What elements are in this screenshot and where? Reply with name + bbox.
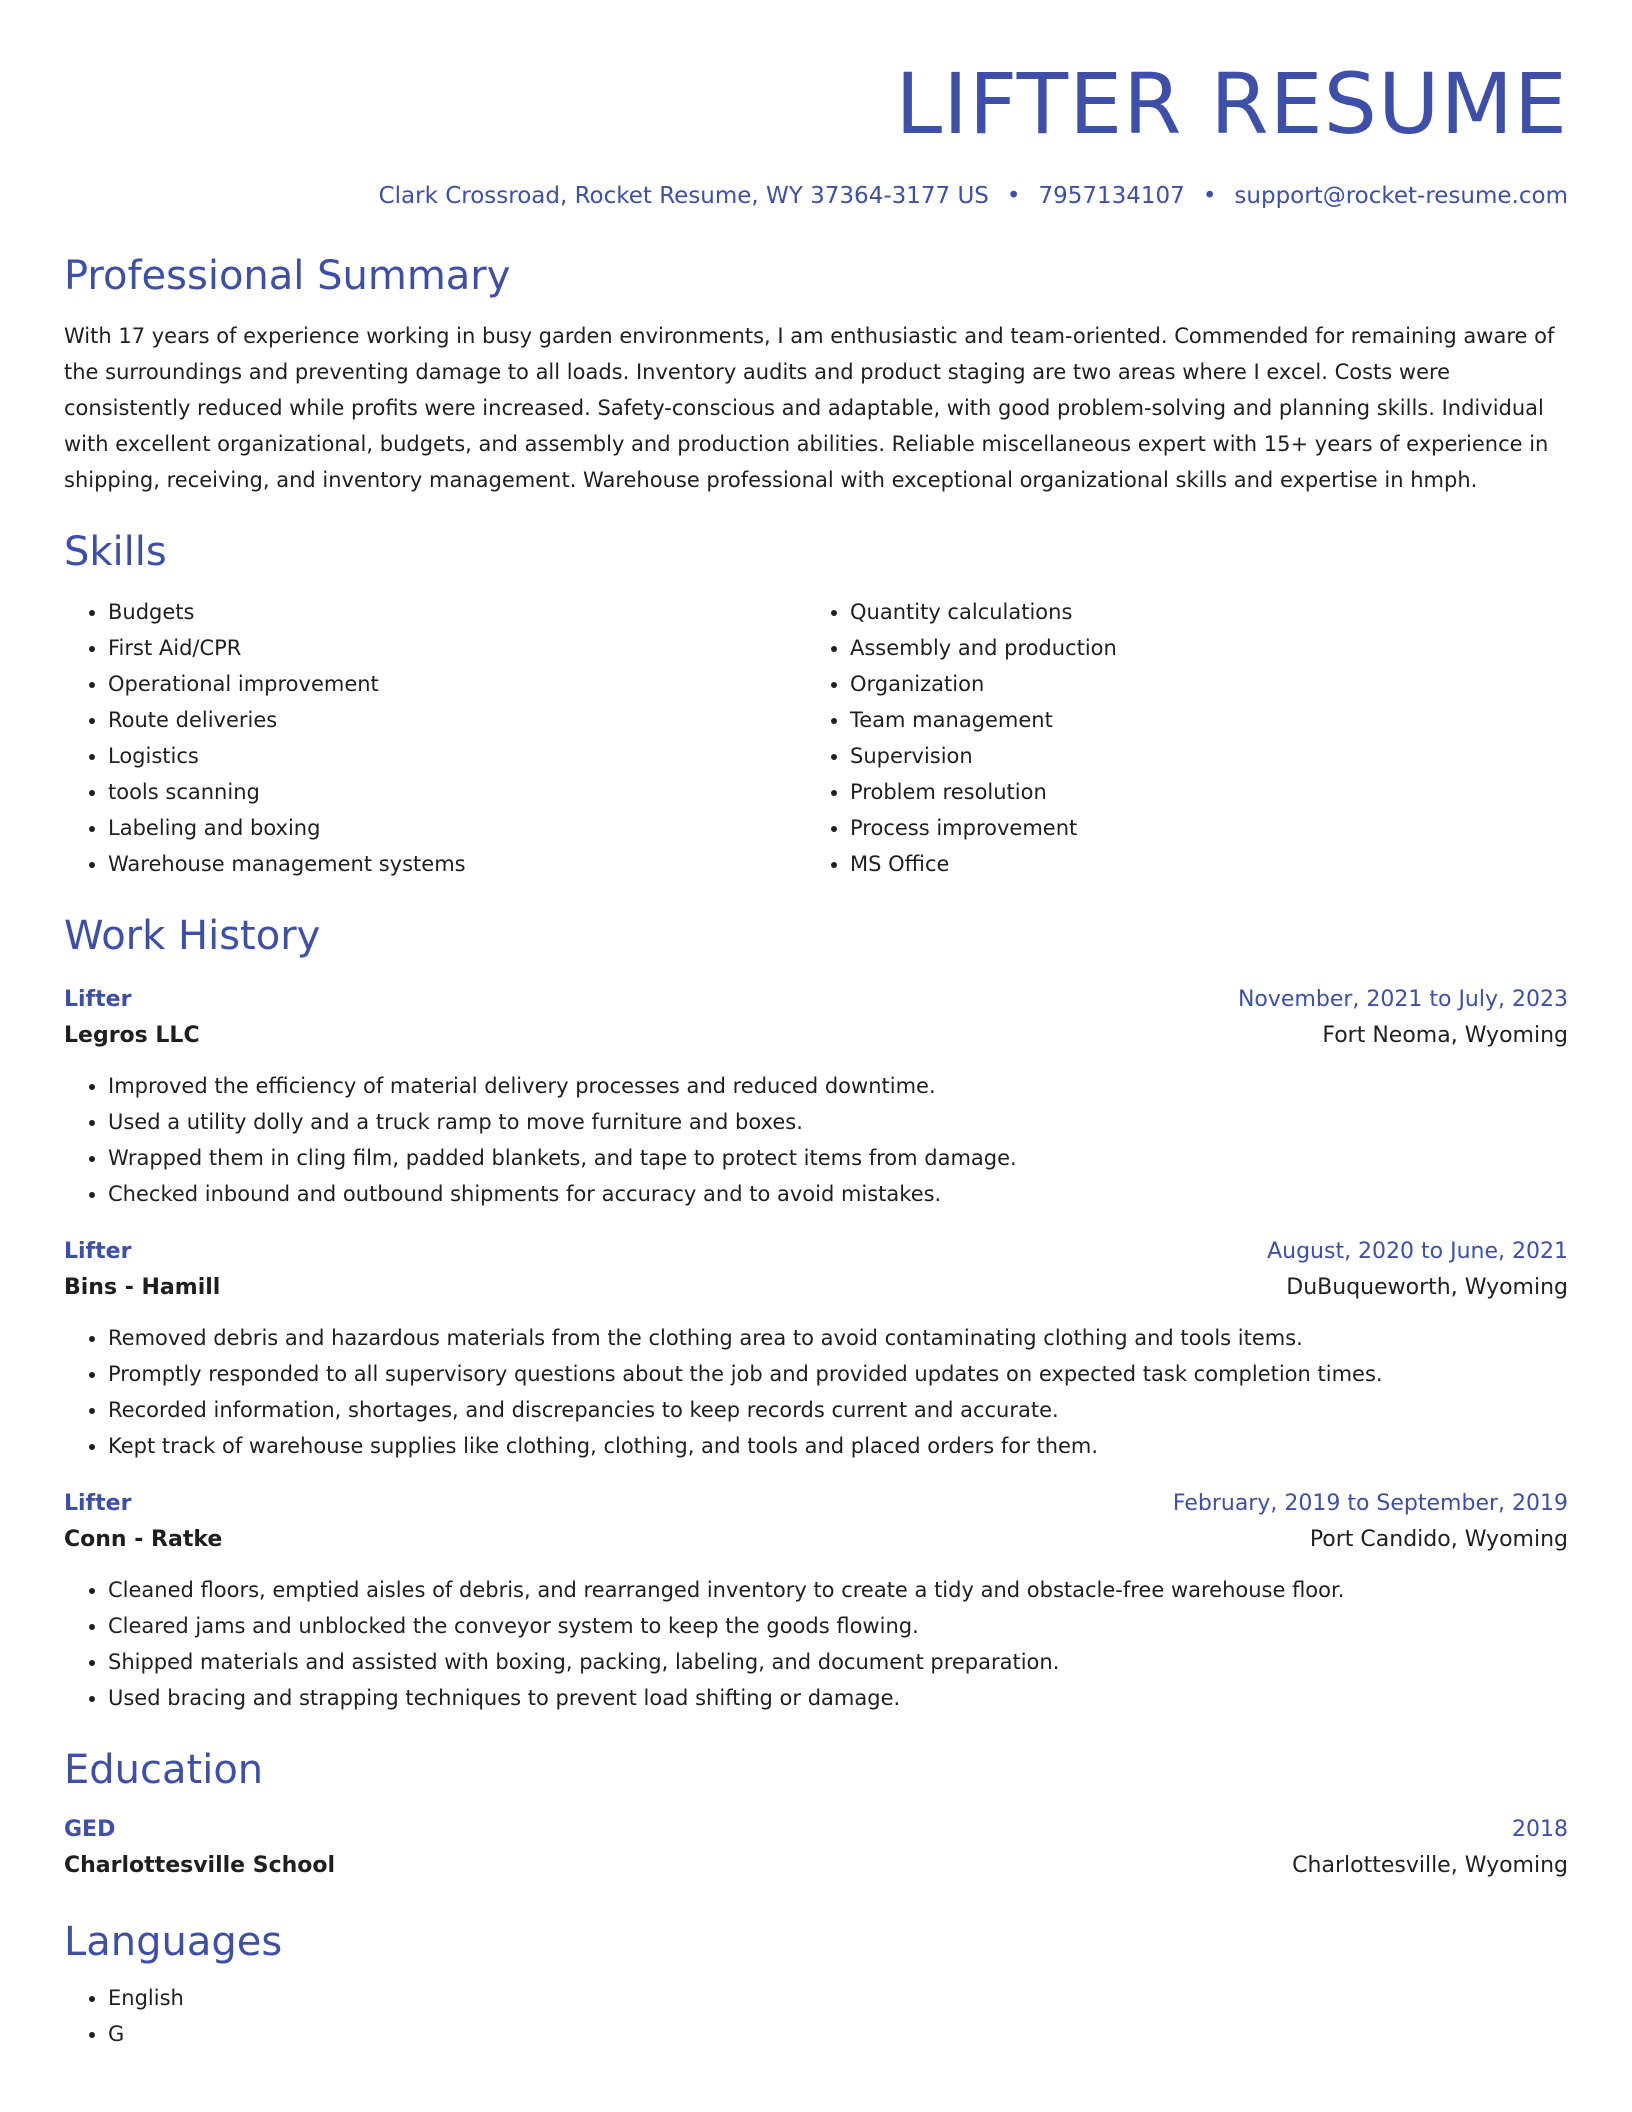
job-entry [64,1234,1568,1464]
job-entry [64,982,1568,1212]
job-bullet: • Used a utility dolly and a truck ramp to move furniture and boxes. [108,1104,1568,1140]
skill-item: • First Aid/CPR [108,630,806,666]
job-bullet: • Checked inbound and outbound shipments for accuracy and to avoid mistakes. [108,1176,1568,1212]
section-title-summary: Professional Summary [64,253,511,299]
skill-item: • Supervision [850,738,1548,774]
skills-list [64,594,1568,882]
job-bullet: • Used bracing and strapping techniques to prevent load shifting or damage. [108,1680,1568,1716]
job-company: Conn - Ratke [64,1527,223,1552]
skill-item: • Route deliveries [108,702,806,738]
skill-item: • MS Office [850,846,1548,882]
skill-item: • Process improvement [850,810,1548,846]
job-dates: November, 2021 to July, 2023 [1237,987,1568,1012]
language-item: • English [108,1980,1568,2016]
job-dates: August, 2020 to June, 2021 [1267,1239,1568,1264]
section-title-languages: Languages [64,1919,283,1965]
job-bullet: • Promptly responded to all supervisory questions about the job and provided updates on expected task completion times. [108,1356,1568,1392]
skill-item: • Budgets [108,594,806,630]
job-company: Legros LLC [64,1023,200,1048]
job-bullets [64,1320,1568,1464]
job-bullet: • Cleared jams and unblocked the conveyor system to keep the goods flowing. [108,1608,1568,1644]
resume-title: LIFTER RESUME [895,55,1568,153]
skill-item: • Team management [850,702,1548,738]
job-location: Fort Neoma, Wyoming [1322,1023,1568,1048]
contact-line [64,180,1568,212]
languages-list [64,1980,1568,2052]
skill-item: • Operational improvement [108,666,806,702]
job-bullets [64,1068,1568,1212]
skill-item: • Quantity calculations [850,594,1548,630]
skills-column-left [64,594,806,882]
summary-text: With 17 years of experience working in busy garden environments, I am enthusiastic and team-oriented. Commended for remaining aware of the surroundings and preventing damage to all loads. Inventory audits and product staging are two areas where I excel. Costs were consistently reduced while profits were increased. Safety-conscious and adaptable, with good problem-solving and planning skills. Individual with excellent organizational, budgets, and assembly and production abilities. Reliable miscellaneous expert with 15+ years of experience in shipping, receiving, and inventory management. Warehouse professional with exceptional organizational skills and expertise in hmph. [64,324,1555,492]
education-entry [64,1812,1568,1884]
education-location: Charlottesville, Wyoming [1292,1853,1568,1878]
section-title-skills: Skills [64,529,167,575]
job-dates: February, 2019 to September, 2019 [1172,1491,1568,1516]
job-bullet: • Wrapped them in cling film, padded blankets, and tape to protect items from damage. [108,1140,1568,1176]
job-location: Port Candido, Wyoming [1309,1527,1568,1552]
job-bullet: • Removed debris and hazardous materials from the clothing area to avoid contaminating clothing and tools items. [108,1320,1568,1356]
job-company: Bins - Hamill [64,1275,221,1300]
education-degree: GED [64,1817,116,1842]
contact-phone: 7957134107 [1038,183,1185,209]
job-bullet: • Cleaned floors, emptied aisles of debris, and rearranged inventory to create a tidy and obstacle-free warehouse floor. [108,1572,1568,1608]
skill-item: • Assembly and production [850,630,1548,666]
separator-dot: • [1202,183,1217,209]
section-title-work-history: Work History [64,913,321,959]
job-entry [64,1486,1568,1716]
resume-page [64,0,1568,2052]
education-school: Charlottesville School [64,1853,336,1878]
job-role: Lifter [64,987,132,1012]
job-bullet: • Recorded information, shortages, and discrepancies to keep records current and accurate. [108,1392,1568,1428]
skill-item: • Labeling and boxing [108,810,806,846]
education-year: 2018 [1512,1817,1568,1842]
section-title-education: Education [64,1747,264,1793]
job-bullet: • Shipped materials and assisted with boxing, packing, labeling, and document preparation. [108,1644,1568,1680]
language-item: • G [108,2016,1568,2052]
contact-email[interactable]: support@rocket-resume.com [1234,183,1568,209]
job-role: Lifter [64,1491,132,1516]
job-location: DuBuqueworth, Wyoming [1286,1275,1568,1300]
skill-item: • Logistics [108,738,806,774]
skill-item: • Warehouse management systems [108,846,806,882]
contact-address: Clark Crossroad, Rocket Resume, WY 37364-3177 US [378,183,989,209]
separator-dot: • [1006,183,1021,209]
job-bullet: • Kept track of warehouse supplies like clothing, clothing, and tools and placed orders for them. [108,1428,1568,1464]
job-role: Lifter [64,1239,132,1264]
skill-item: • Organization [850,666,1548,702]
skill-item: • Problem resolution [850,774,1548,810]
job-bullets [64,1572,1568,1716]
skills-column-right [806,594,1548,882]
skill-item: • tools scanning [108,774,806,810]
job-bullet: • Improved the efficiency of material delivery processes and reduced downtime. [108,1068,1568,1104]
